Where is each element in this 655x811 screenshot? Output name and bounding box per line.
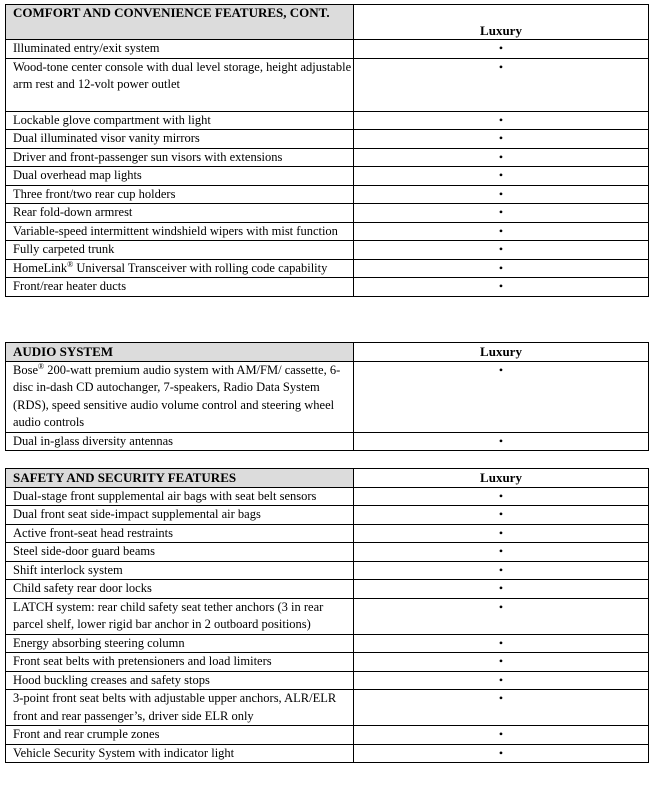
table-row bbox=[6, 278, 649, 297]
availability-bullet: • bbox=[354, 278, 649, 297]
registered-mark: ® bbox=[38, 361, 45, 371]
availability-bullet: • bbox=[354, 241, 649, 260]
availability-bullet: • bbox=[354, 561, 649, 580]
availability-bullet: • bbox=[354, 222, 649, 241]
table-row bbox=[6, 167, 649, 186]
table-row bbox=[6, 524, 649, 543]
table-row bbox=[6, 598, 649, 634]
section-title: SAFETY AND SECURITY FEATURES bbox=[6, 469, 354, 488]
table-row bbox=[6, 111, 649, 130]
table-row bbox=[6, 653, 649, 672]
table-row bbox=[6, 204, 649, 223]
table-row bbox=[6, 506, 649, 525]
table-row bbox=[6, 361, 649, 432]
feature-label: Hood buckling creases and safety stops bbox=[6, 671, 354, 690]
availability-bullet: • bbox=[354, 653, 649, 672]
feature-label: Dual front seat side-impact supplemental air bags bbox=[6, 506, 354, 525]
availability-bullet: • bbox=[354, 487, 649, 506]
availability-bullet: • bbox=[354, 634, 649, 653]
feature-label: Steel side-door guard beams bbox=[6, 543, 354, 562]
table-row bbox=[6, 148, 649, 167]
section-title: COMFORT AND CONVENIENCE FEATURES, CONT. bbox=[6, 5, 354, 40]
feature-label: Active front-seat head restraints bbox=[6, 524, 354, 543]
table-row bbox=[6, 634, 649, 653]
availability-bullet: • bbox=[354, 524, 649, 543]
availability-bullet: • bbox=[354, 259, 649, 278]
availability-bullet: • bbox=[354, 543, 649, 562]
availability-bullet: • bbox=[354, 148, 649, 167]
feature-text-rest: 200-watt premium audio system with AM/FM/ cassette, 6-disc in-dash CD autochanger, 7-speakers, Radio Data System (RDS), speed sensitive audio volume control and steering wheel audio controls bbox=[13, 362, 341, 429]
registered-mark: ® bbox=[67, 259, 74, 269]
availability-bullet: • bbox=[354, 580, 649, 599]
feature-label: Rear fold-down armrest bbox=[6, 204, 354, 223]
feature-label: Front and rear crumple zones bbox=[6, 726, 354, 745]
feature-label bbox=[6, 361, 354, 432]
feature-label: Illuminated entry/exit system bbox=[6, 40, 354, 59]
feature-label: Shift interlock system bbox=[6, 561, 354, 580]
feature-label: Fully carpeted trunk bbox=[6, 241, 354, 260]
table-row bbox=[6, 671, 649, 690]
feature-label: Energy absorbing steering column bbox=[6, 634, 354, 653]
availability-bullet: • bbox=[354, 204, 649, 223]
table-row bbox=[6, 726, 649, 745]
table-row bbox=[6, 58, 649, 111]
availability-bullet: • bbox=[354, 690, 649, 726]
availability-bullet: • bbox=[354, 432, 649, 451]
table-row bbox=[6, 690, 649, 726]
table-row bbox=[6, 432, 649, 451]
table-row bbox=[6, 241, 649, 260]
table-row bbox=[6, 259, 649, 278]
availability-bullet: • bbox=[354, 726, 649, 745]
feature-label: Child safety rear door locks bbox=[6, 580, 354, 599]
feature-label: LATCH system: rear child safety seat tether anchors (3 in rear parcel shelf, lower rigid bar anchor in 2 outboard positions) bbox=[6, 598, 354, 634]
feature-label: Dual overhead map lights bbox=[6, 167, 354, 186]
availability-bullet: • bbox=[354, 40, 649, 59]
table-row bbox=[6, 543, 649, 562]
feature-label: Dual in-glass diversity antennas bbox=[6, 432, 354, 451]
feature-text: HomeLink bbox=[13, 260, 68, 275]
feature-label: Wood-tone center console with dual level storage, height adjustable arm rest and 12-volt power outlet bbox=[6, 58, 354, 111]
availability-bullet: • bbox=[354, 167, 649, 186]
feature-label: Lockable glove compartment with light bbox=[6, 111, 354, 130]
feature-label: 3-point front seat belts with adjustable upper anchors, ALR/ELR front and rear passenger’s, driver side ELR only bbox=[6, 690, 354, 726]
availability-bullet: • bbox=[354, 506, 649, 525]
feature-text-rest: Universal Transceiver with rolling code capability bbox=[73, 260, 328, 275]
table-row bbox=[6, 487, 649, 506]
feature-label: Dual-stage front supplemental air bags with seat belt sensors bbox=[6, 487, 354, 506]
feature-label: Driver and front-passenger sun visors with extensions bbox=[6, 148, 354, 167]
safety-security-table bbox=[5, 468, 649, 763]
availability-bullet: • bbox=[354, 111, 649, 130]
table-row bbox=[6, 222, 649, 241]
table-row bbox=[6, 580, 649, 599]
table-row bbox=[6, 40, 649, 59]
section-header-row bbox=[6, 343, 649, 362]
availability-bullet: • bbox=[354, 598, 649, 634]
table-row bbox=[6, 744, 649, 763]
availability-bullet: • bbox=[354, 361, 649, 432]
section-title: AUDIO SYSTEM bbox=[6, 343, 354, 362]
availability-bullet: • bbox=[354, 130, 649, 149]
availability-bullet: • bbox=[354, 744, 649, 763]
feature-label: Front seat belts with pretensioners and load limiters bbox=[6, 653, 354, 672]
table-row bbox=[6, 130, 649, 149]
section-header-row bbox=[6, 469, 649, 488]
comfort-convenience-table bbox=[5, 4, 649, 297]
feature-label: Dual illuminated visor vanity mirrors bbox=[6, 130, 354, 149]
table-row bbox=[6, 561, 649, 580]
column-header: Luxury bbox=[354, 5, 649, 40]
column-header: Luxury bbox=[354, 469, 649, 488]
audio-system-table bbox=[5, 342, 649, 451]
availability-bullet: • bbox=[354, 671, 649, 690]
availability-bullet: • bbox=[354, 185, 649, 204]
feature-label: Vehicle Security System with indicator light bbox=[6, 744, 354, 763]
feature-label: Front/rear heater ducts bbox=[6, 278, 354, 297]
feature-label: Variable-speed intermittent windshield wipers with mist function bbox=[6, 222, 354, 241]
table-row bbox=[6, 185, 649, 204]
section-header-row bbox=[6, 5, 649, 40]
feature-text: Bose bbox=[13, 362, 38, 377]
feature-label: Three front/two rear cup holders bbox=[6, 185, 354, 204]
column-header: Luxury bbox=[354, 343, 649, 362]
feature-label bbox=[6, 259, 354, 278]
availability-bullet: • bbox=[354, 58, 649, 111]
